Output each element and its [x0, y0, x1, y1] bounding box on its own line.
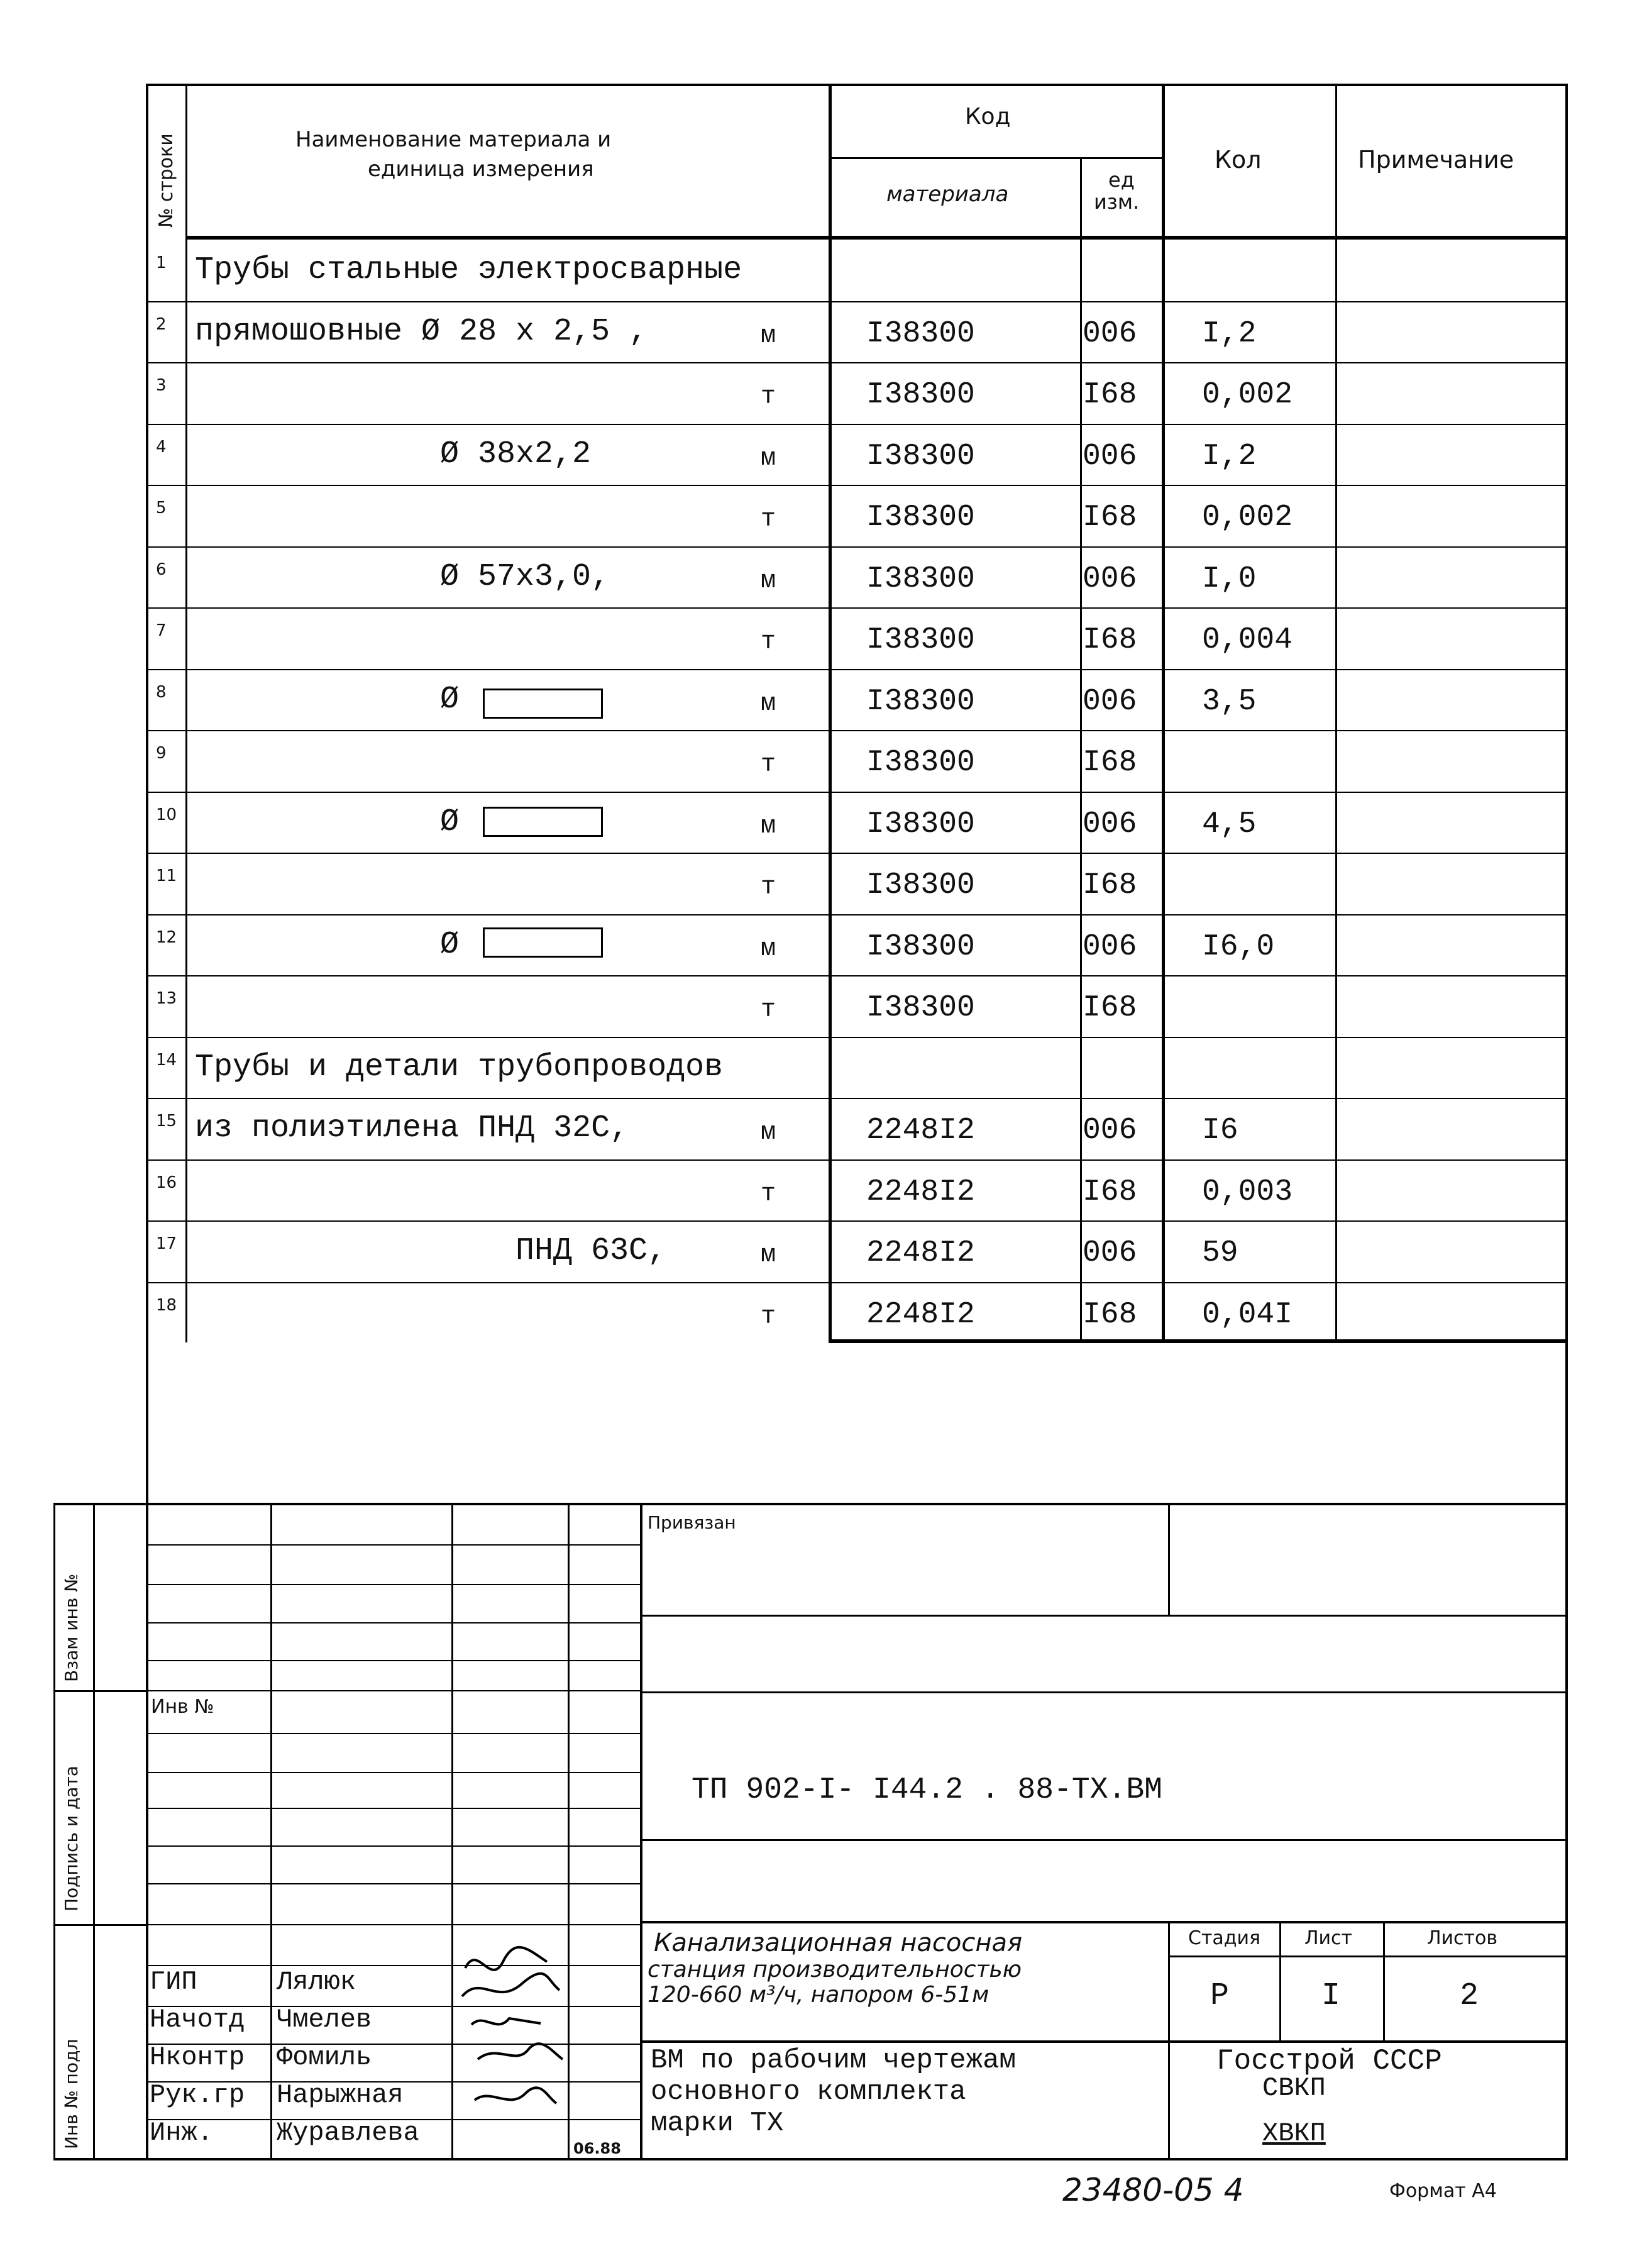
col-name-line: [829, 84, 832, 1342]
row-material-code: I38300: [866, 440, 975, 473]
grid-line: [148, 1660, 641, 1661]
footer-format: Формат А4: [1389, 2180, 1497, 2202]
col-qty-line: [1335, 84, 1337, 1342]
person-name: Фомиль: [277, 2042, 372, 2072]
row-quantity: 3,5: [1202, 685, 1257, 719]
row-separator: [148, 485, 1567, 486]
stamp-outer-left: [53, 1503, 55, 2160]
row-number: 18: [156, 1296, 177, 1315]
row-material-code: I38300: [866, 868, 975, 902]
row-material-code: 2248I2: [866, 1175, 975, 1209]
row-name: из полиэтилена ПНД 32С,: [195, 1110, 629, 1146]
row-separator: [148, 792, 1567, 793]
row-symbol: м: [761, 1119, 776, 1147]
row-unit-code: I68: [1083, 623, 1137, 657]
row-material-code: 2248I2: [866, 1236, 975, 1270]
row-unit-code: I68: [1083, 1298, 1137, 1332]
row-symbol: т: [761, 506, 776, 534]
row-number: 16: [156, 1173, 177, 1192]
header-code: Код: [965, 104, 1011, 130]
row-number: 4: [156, 438, 167, 456]
row-name: Ø: [440, 804, 460, 840]
row-separator: [148, 1282, 1567, 1283]
blank-field-row12: [483, 927, 603, 958]
title-line3: 120-660 м³/ч, напором 6-51м: [648, 1982, 989, 2008]
person-name: Лялюк: [277, 1967, 356, 1997]
table-bottom: [829, 1339, 1568, 1343]
header-name-line1: Наименование материала и: [295, 127, 612, 152]
row-unit-code: 006: [1083, 1114, 1137, 1148]
grid-line: [148, 1622, 641, 1624]
row-unit-code: I68: [1083, 868, 1137, 902]
grid-v4: [640, 1503, 642, 2160]
grid-line: [148, 1883, 641, 1884]
col-code-line: [1080, 157, 1082, 1342]
row-unit-code: I68: [1083, 991, 1137, 1025]
frame-left: [146, 84, 148, 2159]
header-unit-1: ед: [1108, 168, 1135, 192]
row-symbol: т: [761, 628, 776, 656]
row-separator: [148, 669, 1567, 670]
row-quantity: 59: [1202, 1236, 1238, 1270]
listov-label: Листов: [1427, 1927, 1498, 1949]
header-unit-2: изм.: [1094, 190, 1140, 214]
row-number: 13: [156, 989, 177, 1008]
inv-no-label: Инв №: [151, 1696, 214, 1718]
row-symbol: т: [761, 1180, 776, 1209]
row-symbol: м: [761, 690, 776, 718]
list-label: Лист: [1304, 1927, 1353, 1949]
row-number: 11: [156, 866, 177, 885]
stamp-line-e: [640, 2040, 1568, 2043]
row-number: 1: [156, 253, 167, 272]
side-vzam: Взам инв №: [61, 1573, 82, 1682]
row-unit-code: 006: [1083, 562, 1137, 596]
side-split-1: [53, 1690, 148, 1692]
row-name: Трубы стальные электросварные: [195, 252, 742, 288]
row-quantity: I6: [1202, 1114, 1238, 1148]
row-name: Ø 38x2,2: [440, 436, 592, 472]
row-unit-code: I68: [1083, 1175, 1137, 1209]
person-role: Нконтр: [150, 2042, 245, 2072]
row-unit-code: 006: [1083, 685, 1137, 719]
row-unit-code: I68: [1083, 378, 1137, 412]
row-separator: [148, 546, 1567, 548]
row-quantity: 4,5: [1202, 807, 1257, 841]
row-symbol: м: [761, 935, 776, 963]
row-number: 9: [156, 744, 167, 763]
row-material-code: I38300: [866, 807, 975, 841]
row-quantity: I6,0: [1202, 930, 1275, 964]
row-separator: [148, 1159, 1567, 1161]
row-symbol: м: [761, 322, 776, 350]
row-name: Ø: [440, 927, 460, 963]
person-role: ГИП: [150, 1967, 197, 1997]
row-separator: [148, 424, 1567, 425]
grid-line: [148, 1584, 641, 1585]
grid-line: [148, 1690, 641, 1691]
row-symbol: т: [761, 996, 776, 1024]
row-separator: [148, 730, 1567, 731]
row-material-code: I38300: [866, 991, 975, 1025]
row-symbol: м: [761, 445, 776, 473]
grid-line: [148, 1808, 641, 1809]
row-material-code: I38300: [866, 746, 975, 780]
grid-line: [148, 1924, 641, 1925]
row-number: 14: [156, 1051, 177, 1070]
row-number: 2: [156, 315, 167, 334]
side-podpis: Подпись и дата: [61, 1766, 82, 1911]
row-quantity: I,0: [1202, 562, 1257, 596]
row-unit-code: I68: [1083, 746, 1137, 780]
row-name: Ø 57x3,0,: [440, 559, 610, 595]
row-material-code: I38300: [866, 685, 975, 719]
signatures-graphic: [453, 1943, 572, 2157]
row-unit-code: I68: [1083, 501, 1137, 534]
row-material-code: I38300: [866, 501, 975, 534]
frame-right: [1565, 84, 1568, 2159]
row-quantity: 0,003: [1202, 1175, 1293, 1209]
stamp-side-col: [93, 1503, 95, 2160]
side-split-2: [53, 1924, 148, 1926]
org-line1: Госстрой СССР: [1216, 2045, 1442, 2077]
row-material-code: 2248I2: [866, 1298, 975, 1332]
row-separator: [148, 362, 1567, 363]
grid-line: [148, 1845, 641, 1847]
grid-line: [148, 1733, 641, 1734]
stage-mid1: [1279, 1921, 1281, 2040]
row-separator: [148, 1098, 1567, 1099]
row-unit-code: 006: [1083, 807, 1137, 841]
title-line1: Канализационная насосная: [654, 1928, 1023, 1957]
row-material-code: I38300: [866, 930, 975, 964]
stadia-value: Р: [1210, 1978, 1230, 2014]
row-symbol: т: [761, 751, 776, 779]
header-note: Примечание: [1358, 146, 1514, 174]
row-separator: [148, 1220, 1567, 1222]
row-unit-code: 006: [1083, 440, 1137, 473]
row-quantity: 0,004: [1202, 623, 1293, 657]
row-number: 3: [156, 376, 167, 395]
org-line3: ХВКП: [1262, 2118, 1326, 2149]
stage-mid2: [1383, 1921, 1385, 2040]
row-quantity: 0,04I: [1202, 1298, 1293, 1332]
person-name: Журавлева: [277, 2118, 419, 2148]
grid-line: [148, 1544, 641, 1546]
row-material-code: I38300: [866, 562, 975, 596]
privyazan-label: Привязан: [648, 1512, 736, 1533]
row-separator: [148, 914, 1567, 915]
grid-v1: [270, 1503, 272, 2160]
col-rowno-line: [185, 84, 187, 1342]
header-bottom: [185, 236, 1567, 240]
stamp-line-a: [640, 1615, 1568, 1617]
row-separator: [148, 301, 1567, 302]
stage-header-line: [1168, 1955, 1568, 1957]
row-name: Трубы и детали трубопроводов: [195, 1049, 724, 1085]
row-symbol: м: [761, 1241, 776, 1270]
row-symbol: м: [761, 567, 776, 595]
header-row-no: № строки: [155, 133, 177, 228]
title-line2: станция производительностью: [648, 1957, 1022, 1983]
person-role: Рук.гр: [150, 2080, 245, 2110]
row-symbol: т: [761, 1303, 776, 1331]
row-unit-code: 006: [1083, 317, 1137, 351]
row-number: 15: [156, 1112, 177, 1131]
row-separator: [148, 607, 1567, 609]
row-material-code: 2248I2: [866, 1114, 975, 1148]
person-role: Начотд: [150, 2005, 245, 2035]
row-separator: [148, 975, 1567, 976]
row-symbol: м: [761, 812, 776, 841]
row-number: 17: [156, 1234, 177, 1253]
subtitle-line1: ВМ по рабочим чертежам: [651, 2045, 1016, 2076]
row-separator: [148, 853, 1567, 854]
frame-top: [146, 84, 1568, 86]
stamp-top: [53, 1503, 1568, 1505]
subtitle-line2: основного комплекта: [651, 2076, 966, 2108]
header-code-split: [829, 157, 1164, 159]
row-quantity: I,2: [1202, 440, 1257, 473]
row-unit-code: 006: [1083, 1236, 1137, 1270]
stamp-line-d: [640, 1921, 1568, 1923]
stamp-bottom: [53, 2158, 1568, 2160]
person-name: Нарыжная: [277, 2080, 404, 2110]
row-quantity: 0,002: [1202, 378, 1293, 412]
header-name-line2: единица измерения: [368, 157, 594, 182]
doc-code: ТП 902-I- I44.2 . 88-ТХ.ВМ: [692, 1773, 1162, 1807]
col-unit-line: [1162, 84, 1165, 1342]
row-name: ПНД 63С,: [515, 1233, 667, 1269]
row-number: 8: [156, 683, 167, 702]
header-qty: Кол: [1215, 146, 1262, 174]
side-inv-podl: Инв № подл: [61, 2038, 82, 2149]
list-value: I: [1321, 1978, 1341, 2014]
row-separator: [148, 1037, 1567, 1038]
row-name: Ø: [440, 682, 460, 717]
header-material: материала: [886, 182, 1009, 207]
footer-doc-number: 23480-05 4: [1062, 2172, 1244, 2208]
row-symbol: т: [761, 383, 776, 411]
org-line2: СВКП: [1262, 2073, 1326, 2103]
listov-value: 2: [1460, 1978, 1479, 2014]
stamp-line-c: [640, 1839, 1568, 1841]
row-number: 5: [156, 499, 167, 517]
privyazan-split: [1168, 1503, 1170, 1615]
row-material-code: I38300: [866, 378, 975, 412]
row-quantity: 0,002: [1202, 501, 1293, 534]
blank-field-row8: [483, 689, 603, 719]
stadia-label: Стадия: [1188, 1927, 1261, 1949]
grid-line: [148, 1772, 641, 1773]
row-symbol: т: [761, 873, 776, 902]
row-material-code: I38300: [866, 623, 975, 657]
row-quantity: I,2: [1202, 317, 1257, 351]
subtitle-line3: марки ТХ: [651, 2108, 784, 2139]
row-number: 12: [156, 928, 177, 947]
row-number: 6: [156, 560, 167, 579]
person-name: Чмелев: [277, 2005, 372, 2035]
row-number: 10: [156, 805, 177, 824]
row-material-code: I38300: [866, 317, 975, 351]
stamp-line-b: [640, 1691, 1568, 1693]
row-name: прямошовные Ø 28 x 2,5 ,: [195, 314, 648, 350]
sign-date: 06.88: [573, 2140, 621, 2157]
person-role: Инж.: [150, 2118, 213, 2148]
row-number: 7: [156, 621, 167, 640]
row-unit-code: 006: [1083, 930, 1137, 964]
blank-field-row10: [483, 807, 603, 837]
